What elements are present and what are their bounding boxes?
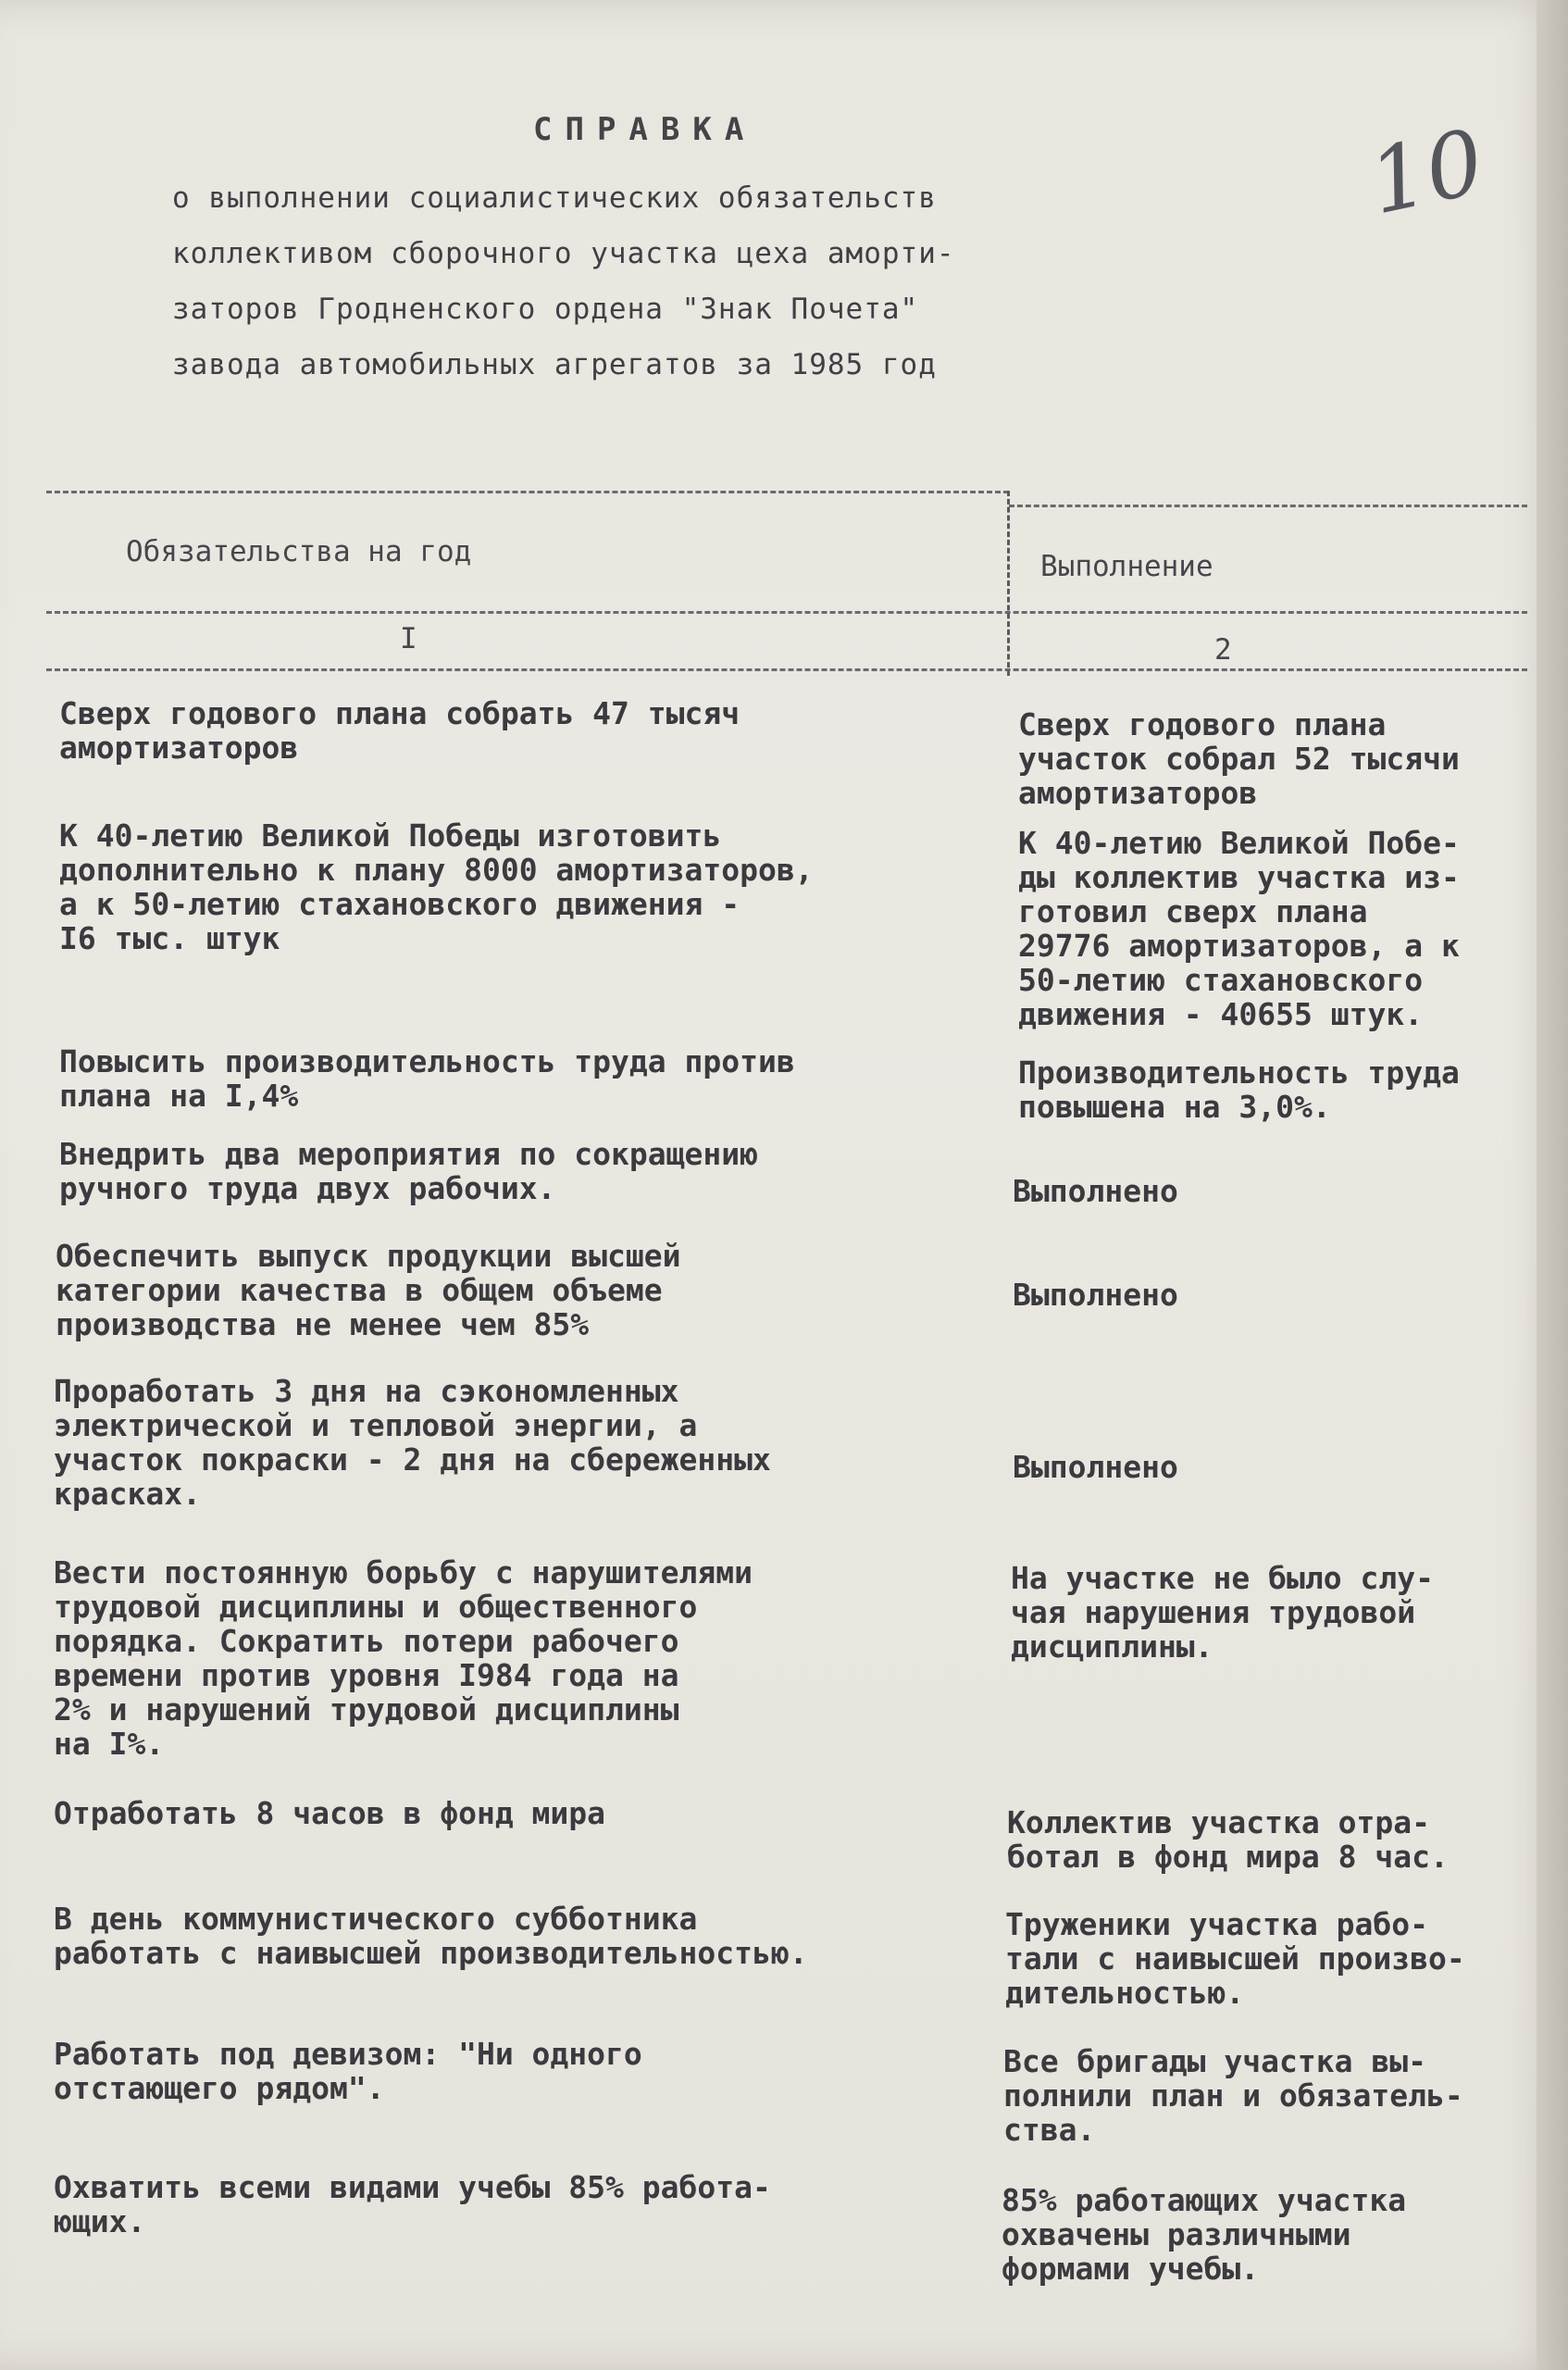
fulfillment-7: На участке не было слу- чая нарушения трудовой дисциплины. xyxy=(1011,1560,1434,1665)
subtitle-line-3: заторов Гродненского ордена "Знак Почета" xyxy=(172,293,919,326)
column-header-fulfillment: Выполнение xyxy=(1040,550,1213,583)
fulfillment-6: Выполнено xyxy=(1013,1449,1178,1485)
obligation-10: Работать под девизом: "Ни одного отстающего рядом". xyxy=(54,2036,642,2106)
obligation-3: Повысить производительность труда против плана на I,4% xyxy=(59,1043,795,1114)
obligation-6: Проработать 3 дня на сэкономленных электрической и тепловой энергии, а участок покраски - 2 дня на сбереженных красках. xyxy=(54,1373,771,1512)
subtitle-line-2: коллективом сборочного участка цеха аморти- xyxy=(172,237,955,270)
fulfillment-2: К 40-летию Великой Побе- ды коллектив участка из- готовил сверх плана 29776 амортизаторов, а к 50-летию стахановского движения - 40655 штук. xyxy=(1018,825,1460,1032)
column-number-2: 2 xyxy=(1214,633,1232,667)
header-rule-bottom xyxy=(46,668,1527,671)
obligation-7: Вести постоянную борьбу с нарушителями трудовой дисциплины и общественного порядка. Сократить потери рабочего времени против уровня I984 года на 2% и нарушений трудовой дисциплины на I%. xyxy=(54,1554,753,1762)
column-divider xyxy=(1007,491,1010,676)
fulfillment-4: Выполнено xyxy=(1013,1173,1178,1209)
header-rule-middle xyxy=(46,611,1527,614)
fulfillment-11: 85% работающих участка охвачены различными формами учебы. xyxy=(1002,2182,1407,2287)
document-title: СПРАВКА xyxy=(533,111,757,148)
handwritten-folio-number: 10 xyxy=(1360,109,1493,235)
obligation-1: Сверх годового плана собрать 47 тысяч амортизаторов xyxy=(59,695,740,766)
column-number-1: I xyxy=(400,622,417,655)
obligation-5: Обеспечить выпуск продукции высшей категории качества в общем объеме производства не менее чем 85% xyxy=(56,1238,681,1342)
obligation-9: В день коммунистического субботника работать с наивысшей производительностью. xyxy=(54,1901,808,1971)
fulfillment-10: Все бригады участка вы- полнили план и обязатель- ства. xyxy=(1003,2043,1463,2148)
header-rule-top-right xyxy=(1009,505,1527,507)
page-edge-shadow xyxy=(1537,0,1568,2370)
subtitle-line-1: о выполнении социалистических обязательств xyxy=(172,181,937,215)
header-rule-top-left xyxy=(46,491,1009,493)
fulfillment-8: Коллектив участка отра- ботал в фонд мира 8 час. xyxy=(1007,1804,1449,1875)
fulfillment-1: Сверх годового плана участок собрал 52 тысячи амортизаторов xyxy=(1018,706,1460,811)
obligation-2: К 40-летию Великой Победы изготовить дополнительно к плану 8000 амортизаторов, а к 50-летию стахановского движения - I6 тыс. штук xyxy=(59,817,814,956)
subtitle-line-4: завода автомобильных агрегатов за 1985 год xyxy=(172,348,937,381)
fulfillment-5: Выполнено xyxy=(1013,1277,1178,1313)
obligation-4: Внедрить два мероприятия по сокращению ручного труда двух рабочих. xyxy=(59,1136,758,1206)
column-header-obligations: Обязательства на год xyxy=(126,535,472,568)
fulfillment-3: Производительность труда повышена на 3,0%. xyxy=(1018,1054,1460,1125)
obligation-8: Отработать 8 часов в фонд мира xyxy=(54,1795,606,1831)
fulfillment-9: Труженики участка рабо- тали с наивысшей произво- дительностью. xyxy=(1005,1906,1465,2011)
obligation-11: Охватить всеми видами учебы 85% работа- ющих. xyxy=(54,2169,771,2239)
